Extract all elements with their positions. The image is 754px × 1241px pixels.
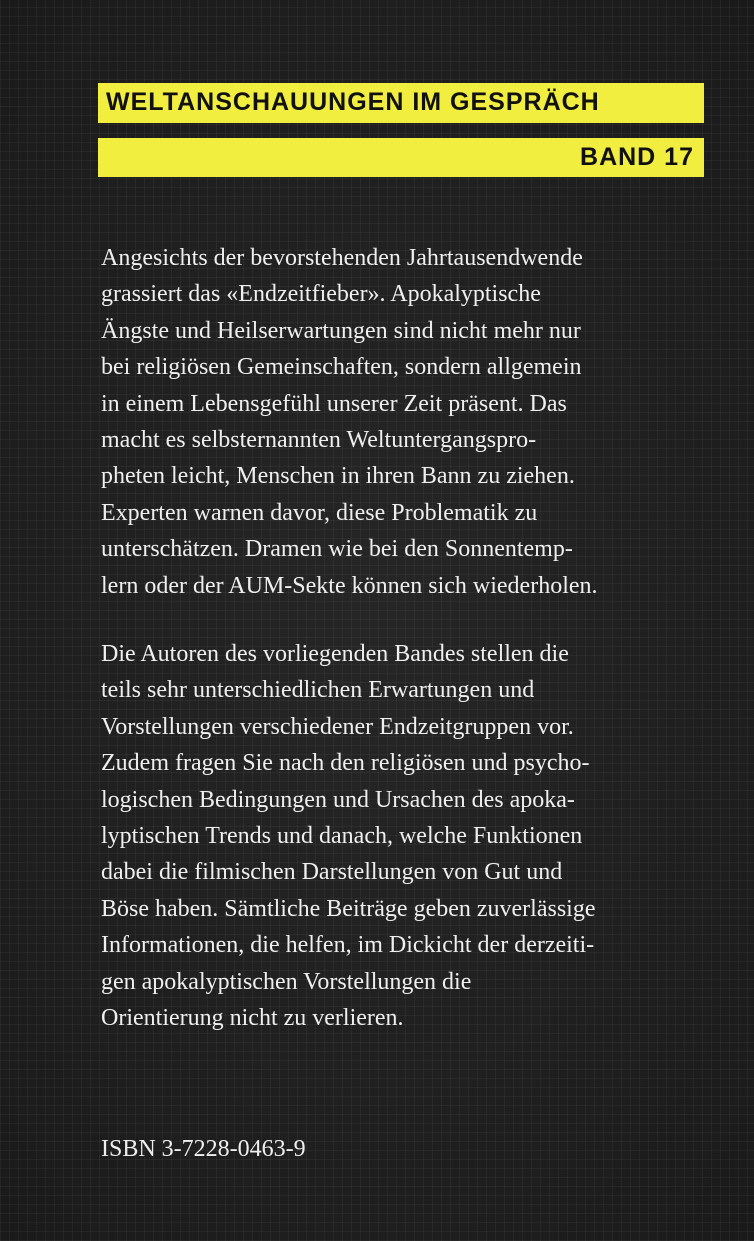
blurb-line: Die Autoren des vorliegenden Bandes stellen die — [101, 641, 569, 667]
blurb-line: Informationen, die helfen, im Dickicht der derzeiti- — [101, 932, 595, 959]
blurb-line: logischen Bedingungen und Ursachen des apoka- — [101, 786, 575, 813]
volume-band — [98, 138, 704, 177]
blurb-line: Böse haben. Sämtliche Beiträge geben zuverlässige — [101, 895, 596, 922]
blurb-line: Experten warnen davor, diese Problematik zu — [101, 499, 538, 526]
blurb-line: Orientierung nicht zu verlieren. — [101, 1005, 404, 1032]
series-title: WELTANSCHAUUNGEN IM GESPRÄCH — [106, 88, 600, 116]
blurb-paragraph-2 — [101, 636, 701, 1036]
blurb-line: unterschätzen. Dramen wie bei den Sonnentemp- — [101, 536, 573, 563]
volume-number: BAND 17 — [580, 143, 694, 171]
blurb-line: Ängste und Heilserwartungen sind nicht mehr nur — [101, 317, 581, 344]
blurb-line: Vorstellungen verschiedener Endzeitgruppen vor. — [101, 713, 574, 740]
isbn-number: ISBN 3-7228-0463-9 — [101, 1136, 306, 1162]
blurb-line: lern oder der AUM-Sekte können sich wiederholen. — [101, 572, 598, 599]
blurb-line: teils sehr unterschiedlichen Erwartungen und — [101, 677, 535, 704]
blurb-line: dabei die filmischen Darstellungen von Gut und — [101, 859, 563, 886]
series-title-band — [98, 83, 704, 123]
blurb-line: macht es selbsternannten Weltuntergangspro- — [101, 427, 537, 454]
blurb-line: Zudem fragen Sie nach den religiösen und psycho- — [101, 750, 590, 777]
blurb-line: bei religiösen Gemeinschaften, sondern allgemein — [101, 354, 582, 381]
blurb-line: Angesichts der bevorstehenden Jahrtausendwende — [101, 245, 583, 271]
blurb-line: pheten leicht, Menschen in ihren Bann zu ziehen. — [101, 463, 575, 490]
blurb-line: in einem Lebensgefühl unserer Zeit präsent. Das — [101, 390, 567, 417]
blurb-paragraph-1 — [101, 240, 701, 604]
blurb-line: lyptischen Trends und danach, welche Funktionen — [101, 823, 583, 850]
blurb-line: gen apokalyptischen Vorstellungen die — [101, 968, 472, 995]
blurb-line: grassiert das «Endzeitfieber». Apokalyptische — [101, 281, 541, 308]
